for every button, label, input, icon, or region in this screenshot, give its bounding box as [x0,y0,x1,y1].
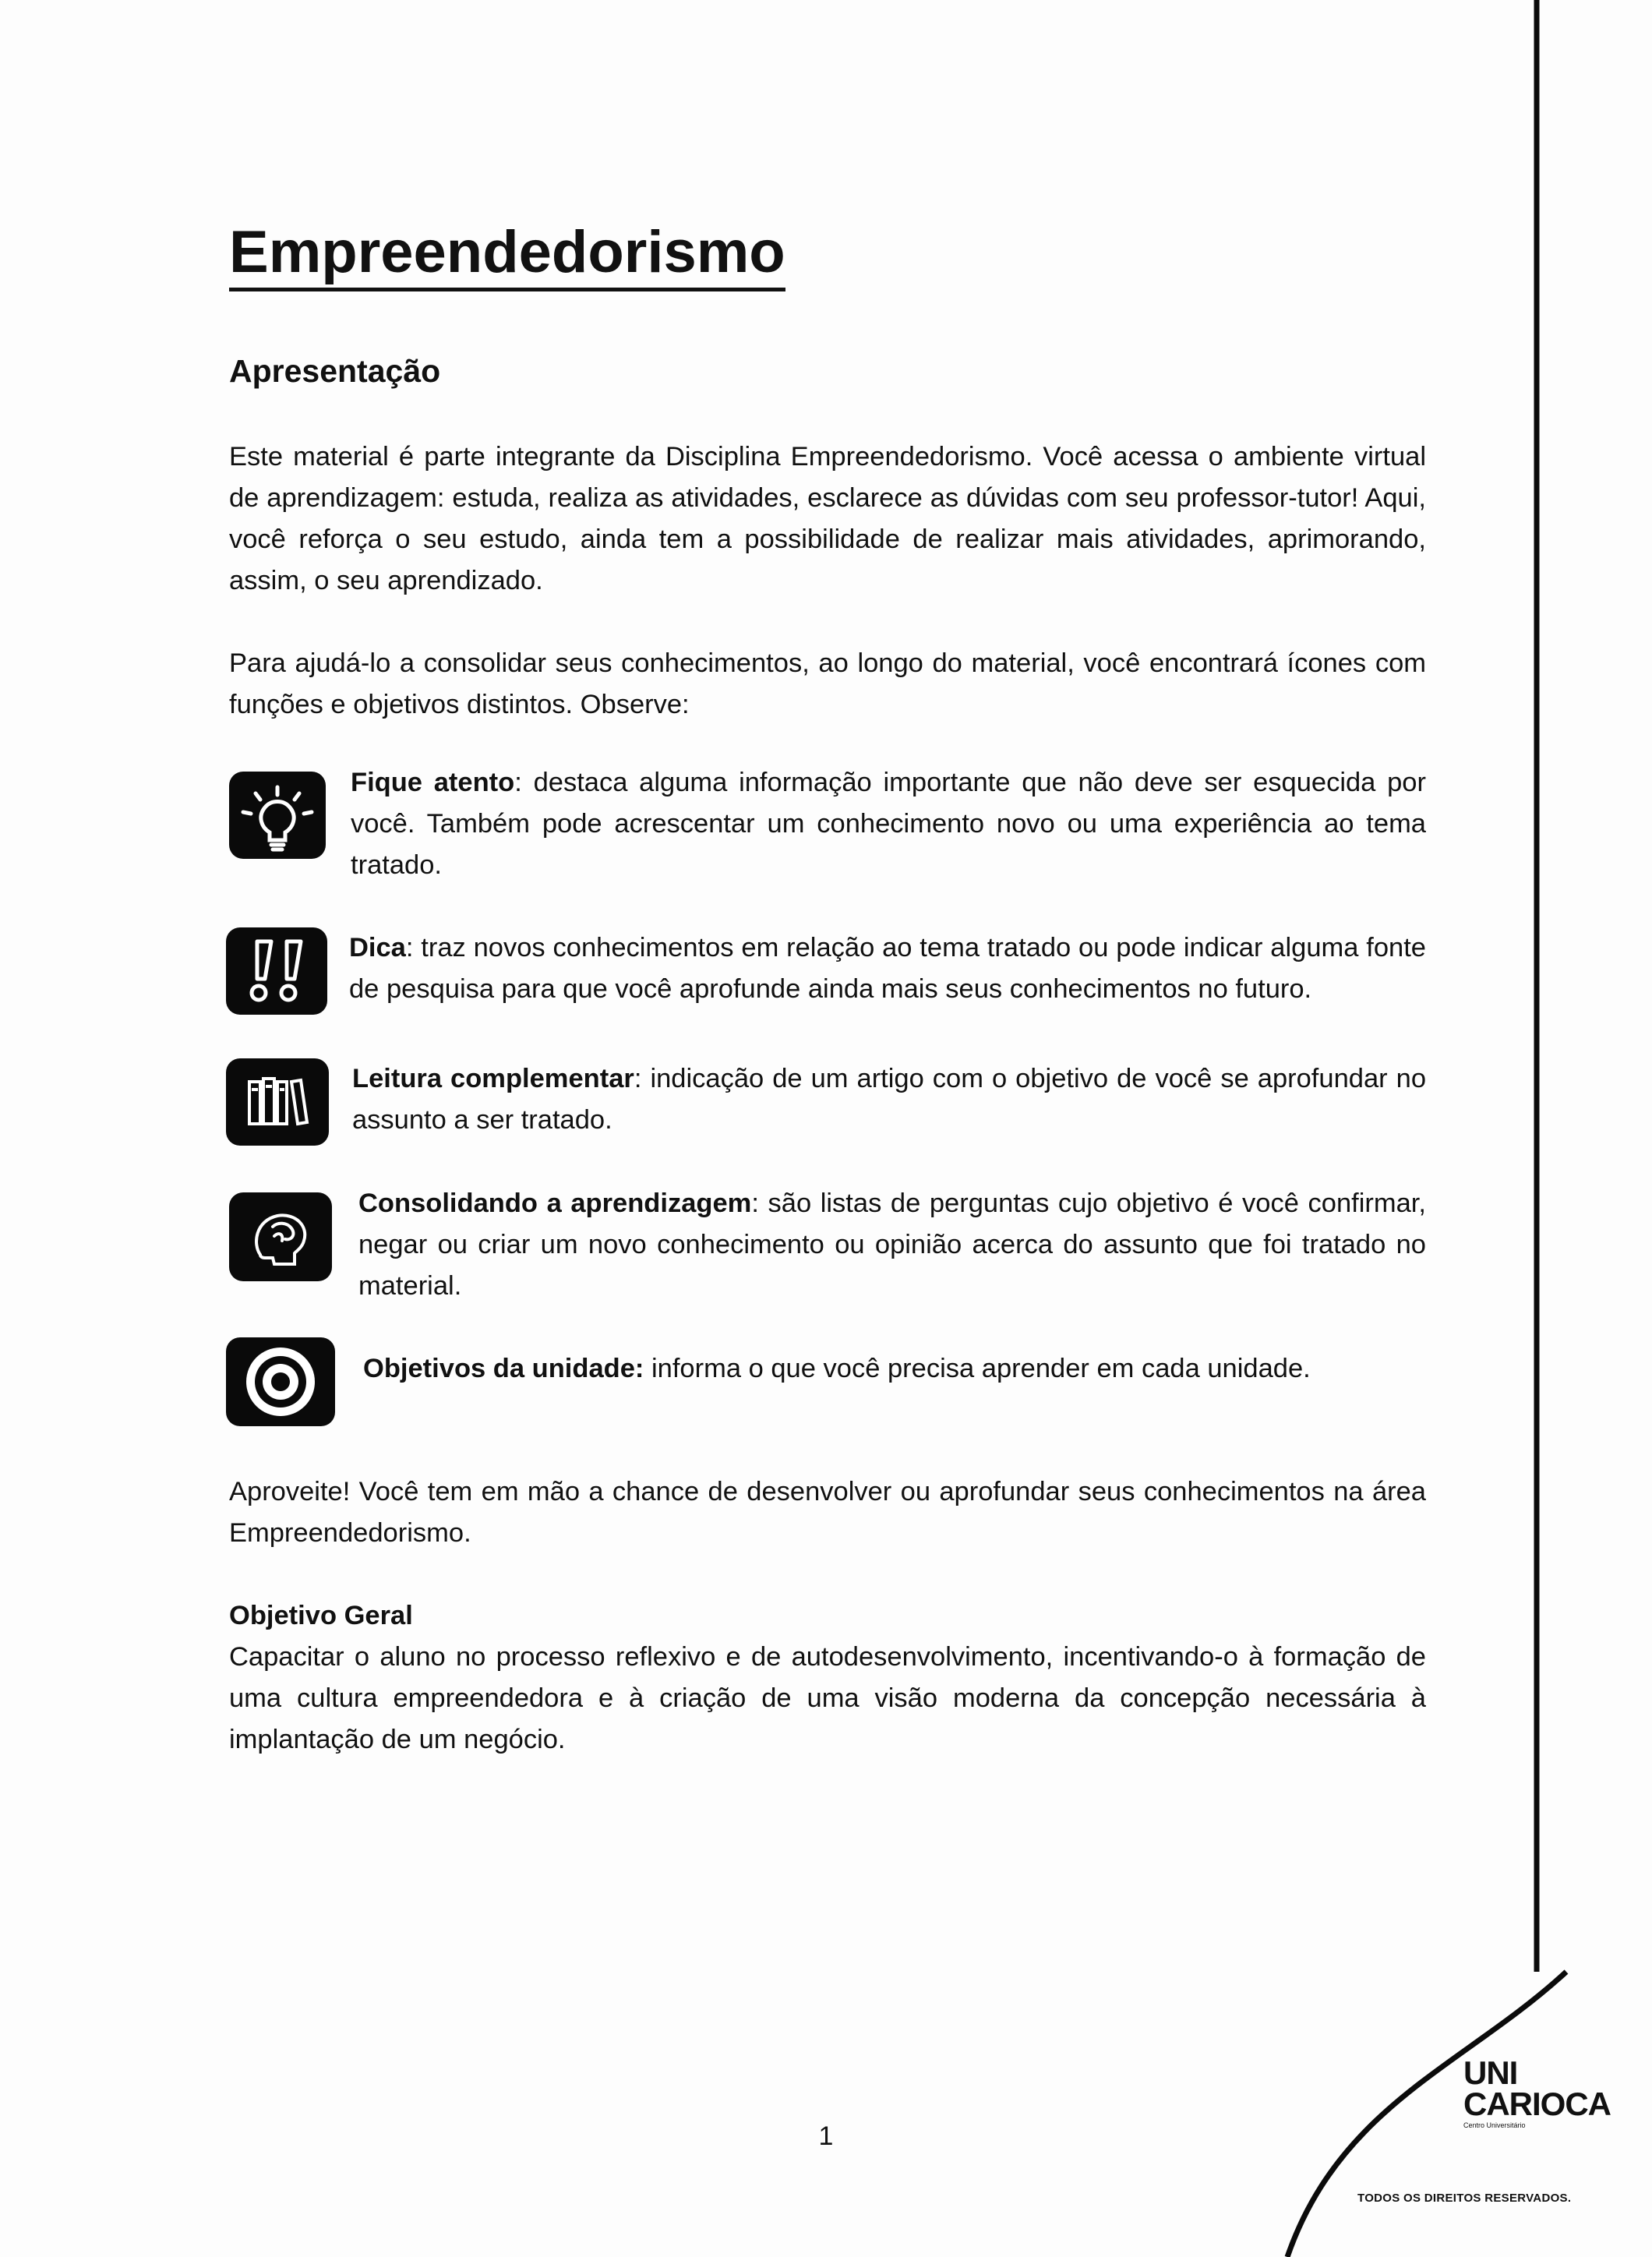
legend-label: Consolidando a aprendizagem [358,1189,752,1218]
legend-description: : destaca alguma informação importante que não deve ser esquecida por você. Também pode acrescentar um conhecimento novo ou uma experiência ao tema tratado. [351,768,1426,880]
closing-paragraph: Aproveite! Você tem em mão a chance de desenvolver ou aprofundar seus conhecimentos na área Empreendedorismo. [229,1477,1426,1548]
legend-label: Leitura complementar [352,1064,634,1093]
rights-notice: TODOS OS DIREITOS RESERVADOS. [1357,2192,1572,2205]
document-title: Empreendedorismo [229,218,785,291]
objective-paragraph: Capacitar o aluno no processo reflexivo e de autodesenvolvimento, incentivando-o à formação de uma cultura empreendedora e à criação de uma visão moderna da concepção necessária à implantação de um negócio. [229,1642,1426,1754]
legend-text-fique-atento [351,762,1426,886]
legend-item-dica [229,927,1426,1015]
logo-line-uni: UNI [1463,2054,1518,2091]
legend-text-dica [349,927,1426,1015]
exclamation-icon [226,927,327,1015]
legend-label: Dica [349,933,406,962]
icons-intro-paragraph: Para ajudá-lo a consolidar seus conhecimentos, ao longo do material, você encontrará ícones com funções e objetivos distintos. Observe: [229,648,1426,719]
legend-item-fique-atento [229,762,1426,886]
section-title: Apresentação [229,353,441,390]
legend-item-consolidando [229,1183,1426,1307]
objective-heading: Objetivo Geral [229,1601,413,1630]
closing-section [229,1471,1426,1761]
logo-line-carioca: CARIOCA [1463,2086,1611,2122]
legend-description: informa o que você precisa aprender em cada unidade. [644,1354,1311,1383]
unicarioca-logo [1463,2054,1611,2129]
legend-item-objetivos [229,1348,1426,1426]
brain-icon [229,1192,332,1281]
document-content [229,218,1426,726]
books-icon [226,1058,329,1146]
legend-description: : traz novos conhecimentos em relação ao tema tratado ou pode indicar alguma fonte de pesquisa para que você aprofunde ainda mais seus conhecimentos no futuro. [349,933,1426,1004]
legend-description: : são listas de perguntas cujo objetivo é você confirmar, negar ou criar um novo conhecimento ou opinião acerca do assunto que foi tratado no material. [358,1189,1426,1301]
legend-item-leitura [229,1058,1426,1146]
legend-description: : indicação de um artigo com o objetivo de você se aprofundar no assunto a ser tratado. [352,1064,1427,1135]
intro-paragraph: Este material é parte integrante da Disciplina Empreendedorismo. Você acessa o ambiente virtual de aprendizagem: estuda, realiza as atividades, esclarece as dúvidas com seu professor-tutor! Aqui, você reforça o seu estudo, ainda tem a possibilidade de realizar mais atividades, aprimorando, assim, o seu aprendizado. [229,441,1426,595]
lightbulb-icon [229,772,326,859]
legend-text-objetivos [363,1348,1426,1426]
legend-label: Fique atento [351,768,515,797]
legend-label: Objetivos da unidade: [363,1354,644,1383]
legend-text-leitura [352,1058,1426,1146]
logo-tagline: Centro Universitário [1463,2121,1526,2129]
target-icon [226,1337,335,1426]
page-number: 1 [818,2121,834,2151]
legend-text-consolidando [358,1183,1426,1307]
